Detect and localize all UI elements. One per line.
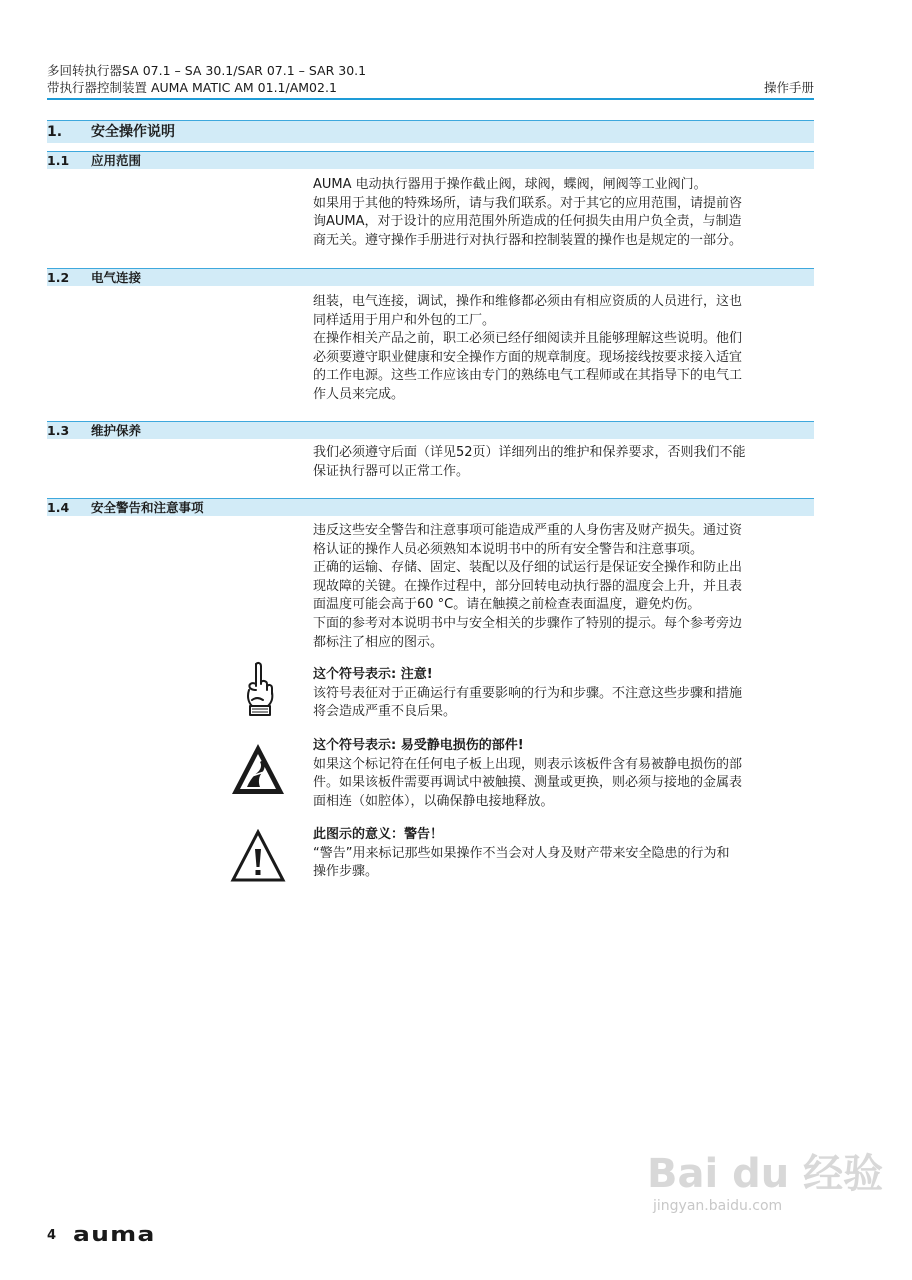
chapter-title: 安全操作说明 bbox=[91, 124, 175, 140]
symbol-esd-text bbox=[313, 737, 813, 811]
section-title: 应用范围 bbox=[91, 153, 142, 168]
text-line: 必须要遵守职业健康和安全操作方面的规章制度。现场接线按要求接入适宜 bbox=[313, 349, 743, 365]
header-rule bbox=[47, 98, 814, 100]
symbol-title: 这个符号表示: 易受静电损伤的部件! bbox=[313, 738, 524, 753]
text-line: 在操作相关产品之前，职工必须已经仔细阅读并且能够理解这些说明。他们 bbox=[313, 331, 743, 347]
text-line: 格认证的操作人员必须熟知本说明书中的所有安全警告和注意事项。 bbox=[313, 541, 704, 557]
header-line-1: 多回转执行器SA 07.1 – SA 30.1/SAR 07.1 – SAR 30.1 bbox=[47, 63, 367, 78]
section-heading bbox=[47, 498, 814, 516]
section-title: 安全警告和注意事项 bbox=[91, 500, 204, 515]
section-heading bbox=[47, 151, 814, 169]
section-title: 维护保养 bbox=[91, 423, 142, 438]
symbol-warning-text bbox=[313, 826, 813, 882]
text-line: 询AUMA，对于设计的应用范围外所造成的任何损失由用户负全责，与制造 bbox=[313, 214, 742, 230]
header-line-2: 带执行器控制装置 AUMA MATIC AM 01.1/AM02.1 bbox=[47, 80, 337, 95]
text-line: 现故障的关键。在操作过程中，部分回转电动执行器的温度会上升，并且表 bbox=[313, 578, 743, 594]
page-number: 4 bbox=[47, 1228, 57, 1243]
auma-logo: auma bbox=[73, 1222, 156, 1246]
section-number: 1.4 bbox=[47, 500, 70, 515]
text-line: 面相连（如腔体），以确保静电接地释放。 bbox=[313, 793, 554, 809]
esd-warning-icon bbox=[230, 742, 286, 800]
text-line: 违反这些安全警告和注意事项可能造成严重的人身伤害及财产损失。通过资 bbox=[313, 523, 743, 538]
text-line: 作人员来完成。 bbox=[313, 386, 405, 402]
text-line: 下面的参考对本说明书中与安全相关的步骤作了特别的提示。每个参考旁边 bbox=[313, 615, 743, 631]
section-text bbox=[313, 293, 813, 405]
section-number: 1.2 bbox=[47, 270, 70, 285]
symbol-title: 此图示的意义：警告！ bbox=[313, 827, 444, 842]
text-line: 的工作电源。这些工作应该由专门的熟练电气工程师或在其指导下的电气工 bbox=[313, 368, 743, 384]
chapter-heading bbox=[47, 120, 814, 143]
text-line: 都标注了相应的图示。 bbox=[313, 634, 444, 650]
header-manual-label: 操作手册 bbox=[763, 80, 814, 95]
text-line: 操作步骤。 bbox=[313, 864, 379, 880]
pointing-hand-icon bbox=[238, 660, 280, 724]
section-heading bbox=[47, 421, 814, 439]
section-text bbox=[313, 176, 813, 250]
text-line: 该符号表征对于正确运行有重要影响的行为和步骤。不注意这些步骤和措施 bbox=[313, 685, 743, 701]
section-text bbox=[313, 522, 813, 652]
symbol-note-text bbox=[313, 666, 813, 722]
text-line: 保证执行器可以正常工作。 bbox=[313, 463, 470, 479]
section-heading bbox=[47, 268, 814, 286]
text-line: 如果用于其他的特殊场所，请与我们联系。对于其它的应用范围，请提前咨 bbox=[313, 195, 743, 211]
text-line: AUMA 电动执行器用于操作截止阀，球阀，蝶阀，闸阀等工业阀门。 bbox=[313, 177, 707, 192]
watermark-url: jingyan.baidu.com bbox=[653, 1198, 783, 1214]
text-line: 如果这个标记符在任何电子板上出现，则表示该板件含有易被静电损伤的部 bbox=[313, 756, 743, 772]
text-line: 商无关。遵守操作手册进行对执行器和控制装置的操作也是规定的一部分。 bbox=[313, 232, 743, 248]
section-number: 1.1 bbox=[47, 153, 70, 168]
symbol-title: 这个符号表示: 注意! bbox=[313, 667, 433, 682]
text-line: 同样适用于用户和外包的工厂。 bbox=[313, 312, 496, 328]
baidu-watermark bbox=[647, 1142, 884, 1214]
chapter-number: 1. bbox=[47, 124, 63, 140]
text-line: 正确的运输、存储、固定、装配以及仔细的试运行是保证安全操作和防止出 bbox=[313, 560, 743, 576]
exclamation-warning-icon bbox=[230, 829, 286, 887]
text-line: 组装，电气连接，调试，操作和维修都必须由有相应资质的人员进行，这也 bbox=[313, 294, 743, 309]
text-line: “警告”用来标记那些如果操作不当会对人身及财产带来安全隐患的行为和 bbox=[313, 845, 730, 861]
document-header bbox=[47, 62, 366, 96]
text-line: 件。如果该板件需要再调试中被触摸、测量或更换，则必须与接地的金属表 bbox=[313, 775, 743, 791]
watermark-main: Bai du 经验 bbox=[647, 1151, 884, 1197]
section-number: 1.3 bbox=[47, 423, 70, 438]
text-line: 将会造成严重不良后果。 bbox=[313, 704, 457, 720]
text-line: 我们必须遵守后面（详见52页）详细列出的维护和保养要求，否则我们不能 bbox=[313, 445, 746, 460]
section-text bbox=[313, 444, 813, 481]
section-title: 电气连接 bbox=[91, 270, 142, 285]
text-line: 面温度可能会高于60 °C。请在触摸之前检查表面温度，避免灼伤。 bbox=[313, 597, 701, 613]
